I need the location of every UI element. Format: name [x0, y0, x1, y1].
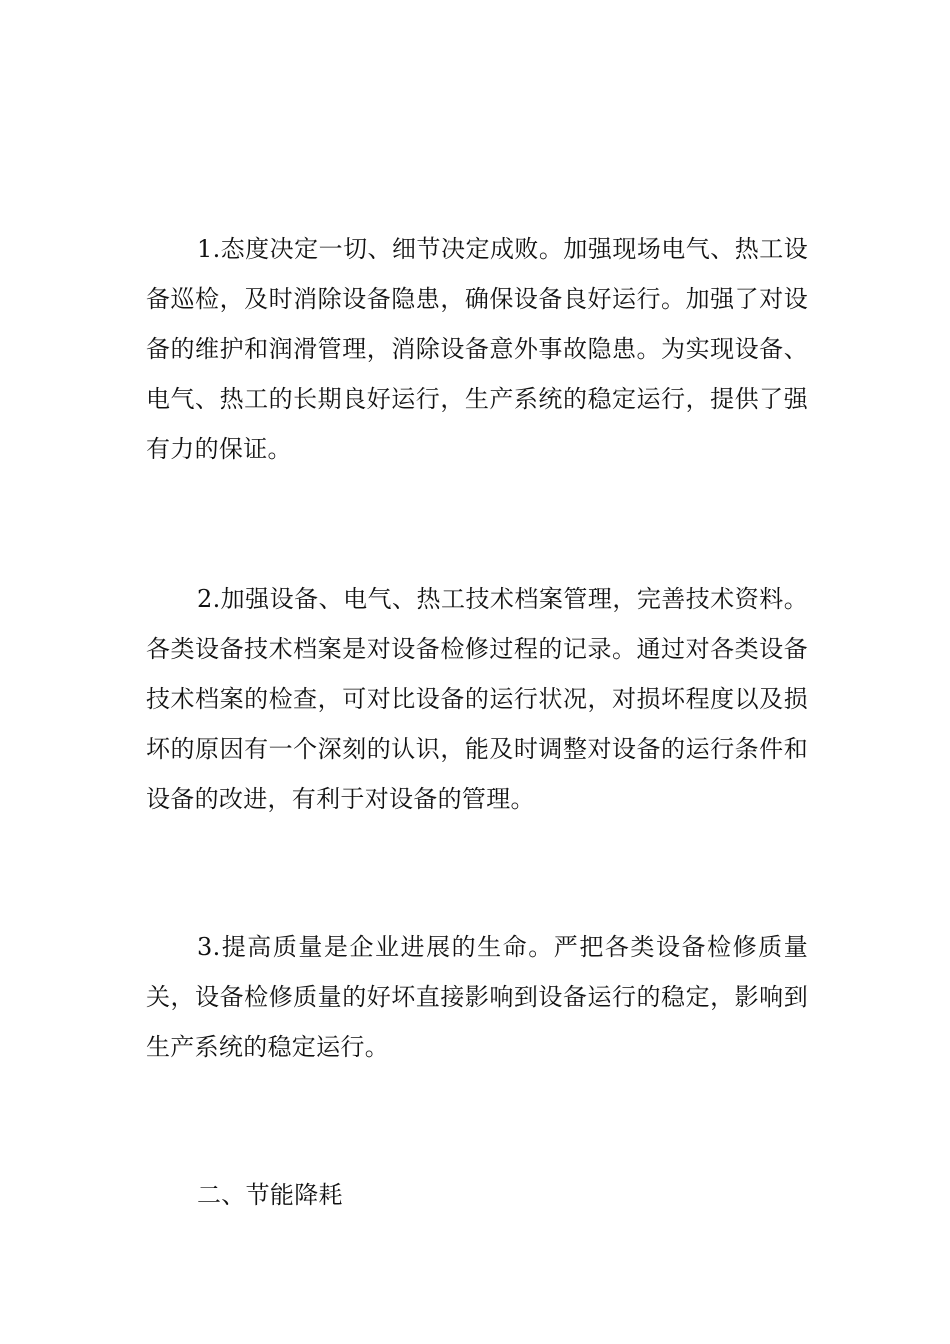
paragraph-3: 3.提高质量是企业进展的生命。严把各类设备检修质量关，设备检修质量的好坏直接影响到设备运行的稳定，影响到生产系统的稳定运行。	[146, 933, 808, 1061]
paragraph-1: 1.态度决定一切、细节决定成败。加强现场电气、热工设备巡检，及时消除设备隐患，确保设备良好运行。加强了对设备的维护和润滑管理，消除设备意外事故隐患。为实现设备、电气、热工的长期良好运行，生产系统的稳定运行，提供了强有力的保证。	[146, 235, 808, 463]
paragraph-2: 2.加强设备、电气、热工技术档案管理，完善技术资料。各类设备技术档案是对设备检修过程的记录。通过对各类设备技术档案的检查，可对比设备的运行状况，对损坏程度以及损坏的原因有一个深刻的认识，能及时调整对设备的运行条件和设备的改进，有利于对设备的管理。	[146, 585, 808, 813]
section-heading: 二、节能降耗	[197, 1181, 343, 1209]
